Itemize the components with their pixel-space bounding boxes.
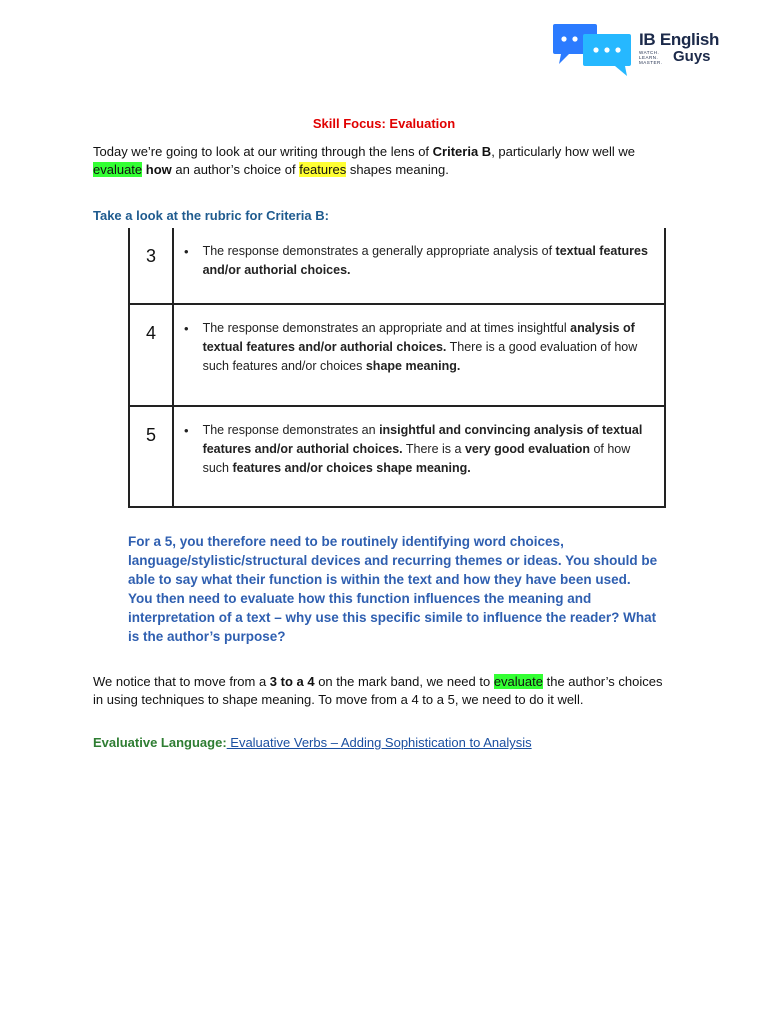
rubric-segment: very good evaluation — [464, 441, 590, 456]
rubric-description-inner — [184, 242, 656, 280]
rubric-grid — [128, 228, 666, 508]
rubric-score: 5 — [129, 406, 173, 507]
rubric-segment: insightful and convincing analysis of textual features and/or authorial choices. — [202, 422, 643, 456]
rubric-segment: of how such — [202, 441, 631, 475]
intro-text-2: , particularly how well we — [491, 144, 635, 159]
rubric-row-4 — [129, 304, 665, 405]
rubric-score: 3 — [129, 228, 173, 304]
intro-how: how — [145, 162, 172, 177]
rubric-description-text — [203, 421, 656, 478]
intro-paragraph — [93, 143, 673, 179]
rubric-description — [173, 406, 665, 507]
chat-bubbles-icon — [551, 22, 635, 78]
intro-text-4: an author’s choice of — [171, 162, 300, 177]
notice-text-3: the author’s choices in using techniques to shape meaning. To move from a 4 to a 5, we need to do it well. — [93, 674, 663, 707]
bullet-icon: • — [184, 422, 189, 438]
evaluative-language — [93, 735, 532, 750]
notice-text-1: We notice that to move from a — [93, 674, 270, 689]
advice-text: For a 5, you therefore need to be routinely identifying word choices, language/stylistic/structural devices and recurring themes or ideas. You should be able to say what their function is within the text and how they have been used. You then need to evaluate how this function influences the meaning and interpretation of a text – why use this specific simile to influence the reader? What is the author’s purpose? — [128, 534, 658, 644]
rubric-description-text — [203, 319, 656, 376]
rubric-segment: features and/or choices shape meaning. — [232, 460, 471, 475]
rubric-segment: The response demonstrates an appropriate and at times insightful — [202, 321, 571, 336]
notice-text-2: on the mark band, we need to — [314, 674, 494, 689]
rubric-segment: The response demonstrates a generally appropriate analysis of — [202, 244, 556, 258]
logo-tagline-1: WATCH. — [639, 50, 660, 55]
rubric-table — [128, 228, 666, 508]
rubric-body — [129, 228, 665, 507]
page-title: Skill Focus: Evaluation — [312, 116, 456, 131]
intro-text-5: shapes meaning. — [346, 162, 449, 177]
intro-text-1: Today we’re going to look at our writing through the lens of — [93, 144, 433, 159]
rubric-segment: There is a good evaluation of how such features and/or choices — [202, 340, 638, 374]
rubric-row-5 — [129, 406, 665, 507]
rubric-segment: textual features and/or authorial choices. — [202, 244, 648, 277]
rubric-description-inner — [184, 319, 656, 376]
rubric-description — [173, 304, 665, 405]
evaluative-language-label: Evaluative Language: — [93, 735, 227, 750]
intro-features-highlight: features — [299, 162, 347, 177]
notice-paragraph — [93, 673, 673, 709]
logo-tagline — [639, 50, 669, 65]
logo-tagline-2: LEARN. — [639, 55, 659, 60]
brand-logo — [551, 22, 726, 78]
rubric-description-inner — [184, 421, 656, 478]
rubric-description — [173, 228, 665, 304]
bullet-icon: • — [184, 244, 189, 259]
notice-evaluate-highlight: evaluate — [493, 674, 543, 689]
rubric-row-3 — [129, 228, 665, 304]
rubric-segment: The response demonstrates an — [202, 422, 380, 437]
bullet-icon: • — [184, 321, 189, 337]
intro-evaluate-highlight: evaluate — [93, 162, 143, 177]
rubric-segment: There is a — [402, 441, 465, 456]
evaluative-verbs-link[interactable]: Evaluative Verbs – Adding Sophistication to Analysis — [226, 735, 532, 750]
logo-subtitle: Guys — [673, 48, 711, 65]
logo-tagline-3: MASTER. — [639, 60, 663, 65]
rubric-segment: analysis of textual features and/or authorial choices. — [202, 321, 635, 355]
notice-band: 3 to a 4 — [269, 674, 315, 689]
rubric-segment: shape meaning. — [365, 359, 461, 374]
rubric-description-text — [203, 242, 656, 280]
logo-title: IB English — [639, 30, 720, 49]
rubric-score: 4 — [129, 304, 173, 405]
intro-criteria: Criteria B — [432, 144, 492, 159]
rubric-heading: Take a look at the rubric for Criteria B: — [93, 208, 329, 223]
